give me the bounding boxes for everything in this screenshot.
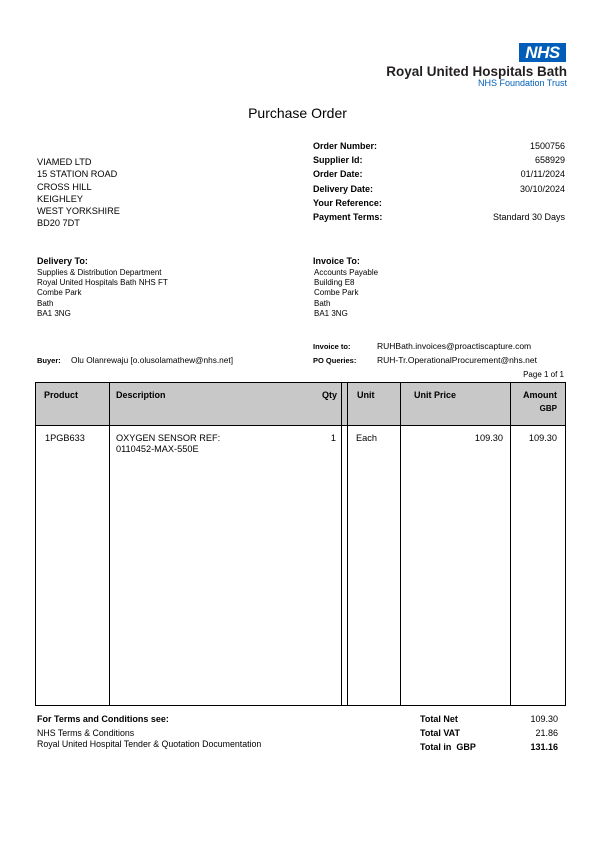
order-number-label: Order Number: <box>313 141 378 151</box>
supplier-id-label: Supplier Id: <box>313 155 363 165</box>
delivery-date-label: Delivery Date: <box>313 184 374 194</box>
row-description <box>116 433 220 455</box>
total-gbp-label: Total in GBP <box>420 742 476 752</box>
buyer-name: Olu Olanrewaju [o.olusolamathew@nhs.net] <box>71 355 233 365</box>
supplier-line: CROSS HILL <box>37 181 92 192</box>
column-divider <box>347 383 348 705</box>
supplier-id: 658929 <box>534 155 565 165</box>
delivery-date: 30/10/2024 <box>519 184 565 194</box>
terms-heading: For Terms and Conditions see: <box>37 714 169 724</box>
row-product: 1PGB633 <box>45 433 85 443</box>
delivery-line: Bath <box>37 298 54 308</box>
order-date: 01/11/2024 <box>520 169 565 179</box>
delivery-line: Supplies & Distribution Department <box>37 268 162 277</box>
column-divider <box>109 383 110 705</box>
header-currency: GBP <box>539 404 557 413</box>
payment-terms: Standard 30 Days <box>492 212 565 222</box>
header-amount: Amount <box>523 390 557 400</box>
organisation-name: Royal United Hospitals Bath <box>386 64 567 79</box>
column-divider <box>510 383 511 705</box>
header-qty: Qty <box>322 390 338 400</box>
header-unit: Unit <box>357 390 375 400</box>
header-product: Product <box>44 390 79 400</box>
header-description: Description <box>116 390 166 400</box>
nhs-logo: NHS <box>519 43 566 62</box>
document-title: Purchase Order <box>248 105 347 121</box>
row-amount: 109.30 <box>528 433 557 443</box>
column-divider <box>341 383 342 705</box>
delivery-line: Combe Park <box>37 288 82 298</box>
invoice-line: Building E8 <box>314 278 355 288</box>
organisation-subtitle: NHS Foundation Trust <box>477 78 567 88</box>
buyer-label: Buyer: <box>37 356 61 365</box>
po-queries-email[interactable]: RUH-Tr.OperationalProcurement@nhs.net <box>377 355 537 365</box>
row-qty: 1 <box>330 433 336 443</box>
invoice-email[interactable]: RUHBath.invoices@proactiscapture.com <box>377 341 532 351</box>
supplier-address <box>37 156 120 230</box>
invoice-line: Bath <box>314 298 331 308</box>
invoice-to-label: Invoice to: <box>313 342 351 351</box>
po-queries-label: PO Queries: <box>313 356 357 365</box>
row-description-line: 0110452-MAX-550E <box>116 444 199 454</box>
page-number: Page 1 of 1 <box>523 370 564 379</box>
invoice-line: BA1 3NG <box>314 308 348 318</box>
total-vat: 21.86 <box>535 728 558 738</box>
total-vat-label: Total VAT <box>420 728 460 738</box>
column-divider <box>400 383 401 705</box>
invoice-line: Accounts Payable <box>314 268 379 277</box>
total-gbp: 131.16 <box>530 742 558 752</box>
terms-link-tender[interactable]: Royal United Hospital Tender & Quotation Documentation <box>37 739 262 749</box>
supplier-line: 15 STATION ROAD <box>37 169 118 180</box>
payment-terms-label: Payment Terms: <box>313 212 383 222</box>
supplier-line: KEIGHLEY <box>37 193 83 204</box>
line-items-table <box>35 382 566 706</box>
header-unit-price: Unit Price <box>414 390 457 400</box>
total-net-label: Total Net <box>420 714 458 724</box>
supplier-line: BD20 7DT <box>37 218 80 229</box>
total-net: 109.30 <box>530 714 558 724</box>
row-unit-price: 109.30 <box>474 433 503 443</box>
delivery-line: Royal United Hospitals Bath NHS FT <box>37 278 168 288</box>
row-unit: Each <box>356 433 377 443</box>
supplier-line: VIAMED LTD <box>37 157 92 167</box>
invoice-address <box>314 268 378 319</box>
row-description-line: OXYGEN SENSOR REF: <box>116 433 221 443</box>
delivery-address <box>37 268 168 319</box>
your-reference-label: Your Reference: <box>313 198 382 208</box>
invoice-heading: Invoice To: <box>313 256 360 266</box>
invoice-line: Combe Park <box>314 288 359 298</box>
terms-link-nhs[interactable]: NHS Terms & Conditions <box>37 728 135 738</box>
delivery-line: BA1 3NG <box>37 308 71 318</box>
supplier-line: WEST YORKSHIRE <box>37 206 120 217</box>
order-number: 1500756 <box>529 141 565 151</box>
delivery-heading: Delivery To: <box>37 256 88 266</box>
order-date-label: Order Date: <box>313 169 363 179</box>
